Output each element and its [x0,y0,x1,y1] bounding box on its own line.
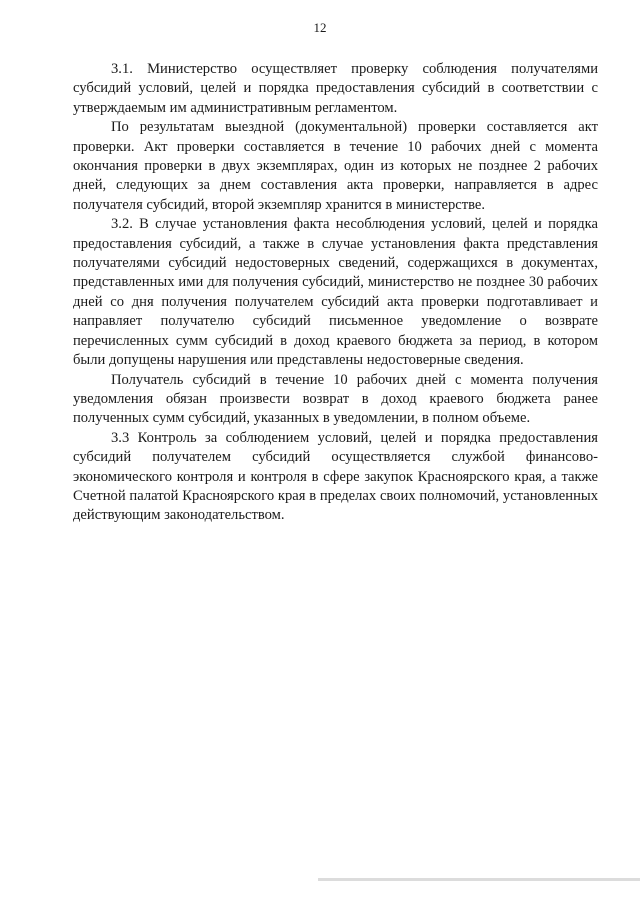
paragraph-refund-obligation: Получатель субсидий в течение 10 рабочих дней с момента получения уведомления обязан произвести возврат в доход краевого бюджета ранее полученных сумм субсидий, указанных в уведомлении, в полном объеме. [73,371,598,427]
paragraph-inspection-act: По результатам выездной (документальной) проверки составляется акт проверки. Акт проверки составляется в течение 10 рабочих дней с момента окончания проверки в двух экземплярах, один из которых не позднее 2 рабочих дней, следующих за днем составления акта проверки, направляется в адрес получателя субсидий, второй экземпляр хранится в министерстве. [73,119,598,213]
paragraph-3-3: 3.3 Контроль за соблюдением условий, целей и порядка предоставления субсидий получателем субсидий осуществляется службой финансово-экономического контроля и контроля в сфере закупок Красноярского края, а также Счетной палатой Красноярского края в пределах своих полномочий, установленных действующим законодательством. [73,429,598,524]
document-body [73,60,598,526]
paragraph-3-1: 3.1. Министерство осуществляет проверку соблюдения получателями субсидий условий, целей и порядка предоставления субсидий в соответствии с утверждаемым им административным регламентом. [73,61,598,116]
paragraph-3-2: 3.2. В случае установления факта несоблюдения условий, целей и порядка предоставления субсидий, а также в случае установления факта представления получателями субсидий недостоверных сведений, содержащихся в документах, представленных ими для получения субсидий, министерство не позднее 30 рабочих дней со дня получения получателем субсидий акта проверки подготавливает и направляет получателю субсидий письменное уведомление о возврате перечисленных сумм субсидий в доход краевого бюджета за период, в котором были допущены нарушения или представлены недостоверные сведения. [73,216,598,369]
page-number: 12 [313,20,327,35]
scan-edge-divider [318,878,640,881]
